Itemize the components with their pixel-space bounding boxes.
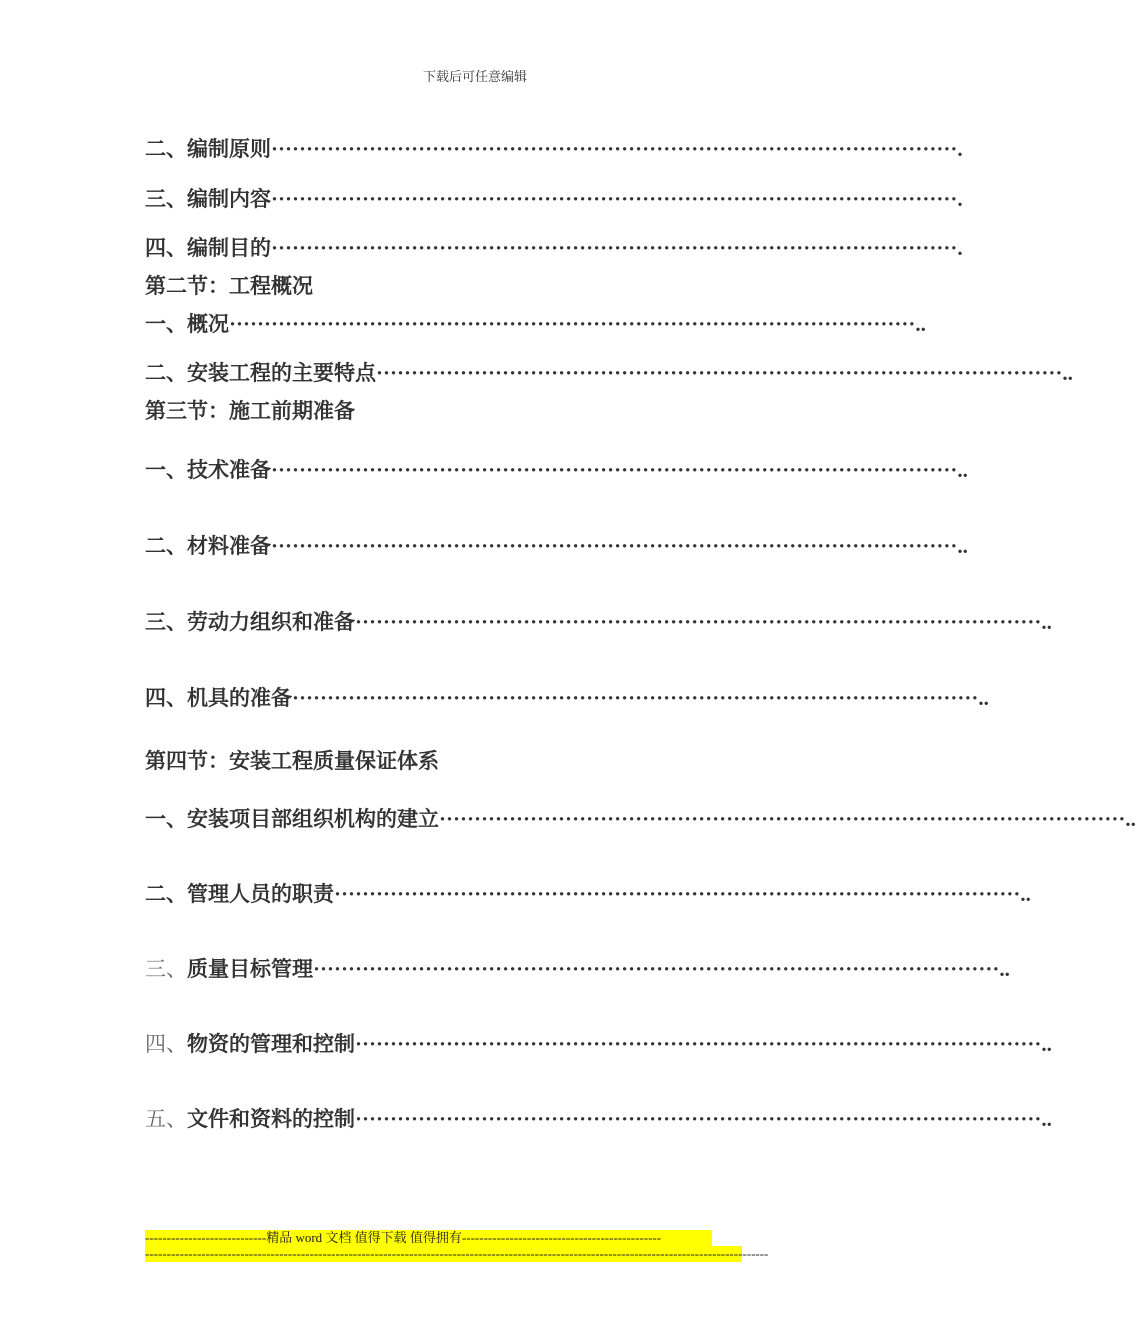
page-header: 下载后可任意编辑 (422, 69, 527, 84)
toc-entry[interactable] (145, 233, 963, 263)
toc-page-marker: .. (915, 312, 926, 336)
toc-entry[interactable] (145, 455, 968, 485)
toc-entry-number: 三、 (145, 187, 187, 211)
toc-entry[interactable] (145, 607, 1052, 637)
toc-entry[interactable] (145, 1104, 1052, 1134)
toc-leader-dots: ·································································································· (229, 312, 916, 336)
toc-page-marker: .. (957, 458, 968, 482)
toc-page-marker: .. (1125, 807, 1136, 831)
toc-page-marker: .. (978, 686, 989, 710)
toc-page-marker: .. (1041, 1107, 1052, 1131)
toc-entry[interactable] (145, 683, 989, 713)
toc-entry[interactable] (145, 134, 963, 164)
toc-entry[interactable] (145, 1029, 1052, 1059)
toc-leader-dots: ·································································································· (334, 882, 1021, 906)
toc-entry-number: 一、 (145, 312, 187, 336)
toc-entry-title: 劳动力组织和准备 (187, 610, 355, 634)
section-heading: 第二节：工程概况 (145, 274, 313, 298)
toc-entry-title: 安装项目部组织机构的建立 (187, 807, 439, 831)
toc-entry-number: 三、 (145, 957, 187, 981)
toc-entry-title: 物资的管理和控制 (187, 1032, 355, 1056)
toc-entry[interactable] (145, 309, 926, 339)
toc-entry-title: 文件和资料的控制 (187, 1107, 355, 1131)
toc-entry[interactable] (145, 804, 1136, 834)
toc-entry-title: 机具的准备 (187, 686, 292, 710)
toc-page-marker: . (957, 187, 963, 211)
toc-entry-number: 一、 (145, 807, 187, 831)
toc-entry-number: 四、 (145, 1032, 187, 1056)
toc-entry-title: 安装工程的主要特点 (187, 361, 376, 385)
toc-entry-number: 五、 (145, 1107, 187, 1131)
toc-leader-dots: ·································································································· (271, 236, 958, 260)
toc-entry-title: 编制目的 (187, 236, 271, 260)
toc-leader-dots: ·································································································· (271, 137, 958, 161)
toc-leader-dots: ·································································································· (313, 957, 1000, 981)
toc-leader-dots: ·································································································· (376, 361, 1063, 385)
toc-entry-number: 三、 (145, 610, 187, 634)
toc-leader-dots: ·································································································· (271, 187, 958, 211)
footer-dash-line: ------------------------------------------------------------------------------------------------------------------------------------------------ (145, 1246, 769, 1261)
toc-leader-dots: ·································································································· (271, 458, 958, 482)
toc-entry[interactable] (145, 358, 1073, 388)
toc-page-marker: .. (999, 957, 1010, 981)
toc-page-marker: . (957, 236, 963, 260)
toc-leader-dots: ·································································································· (439, 807, 1126, 831)
section-heading: 第三节：施工前期准备 (145, 399, 355, 423)
toc-page-marker: .. (1062, 361, 1073, 385)
toc-entry-number: 二、 (145, 137, 187, 161)
toc-entry-title: 技术准备 (187, 458, 271, 482)
toc-entry-title: 编制内容 (187, 187, 271, 211)
page-footer (145, 1230, 769, 1262)
toc-entry-title: 质量目标管理 (187, 957, 313, 981)
section-heading: 第四节：安装工程质量保证体系 (145, 749, 439, 773)
toc-entry-number: 二、 (145, 361, 187, 385)
toc-entry-title: 管理人员的职责 (187, 882, 334, 906)
toc-entry-number: 一、 (145, 458, 187, 482)
toc-leader-dots: ·································································································· (271, 534, 958, 558)
toc-page-marker: .. (1041, 610, 1052, 634)
toc-entry-title: 材料准备 (187, 534, 271, 558)
toc-entry-title: 编制原则 (187, 137, 271, 161)
toc-page-marker: .. (957, 534, 968, 558)
toc-entry-number: 四、 (145, 236, 187, 260)
toc-entry[interactable] (145, 879, 1031, 909)
toc-entry[interactable] (145, 531, 968, 561)
toc-leader-dots: ·································································································· (355, 610, 1042, 634)
toc-leader-dots: ·································································································· (355, 1107, 1042, 1131)
toc-page-marker: .. (1041, 1032, 1052, 1056)
toc-entry-number: 二、 (145, 534, 187, 558)
toc-page-marker: . (957, 137, 963, 161)
toc-entry[interactable] (145, 184, 963, 214)
toc-entry[interactable] (145, 954, 1010, 984)
toc-entry-number: 四、 (145, 686, 187, 710)
toc-page-marker: .. (1020, 882, 1031, 906)
toc-leader-dots: ·································································································· (355, 1032, 1042, 1056)
footer-banner-line: ----------------------------精品 word 文档 值得下载 值得拥有---------------------------------------------- (145, 1230, 712, 1246)
toc-leader-dots: ·································································································· (292, 686, 979, 710)
toc-entry-title: 概况 (187, 312, 229, 336)
toc-entry-number: 二、 (145, 882, 187, 906)
